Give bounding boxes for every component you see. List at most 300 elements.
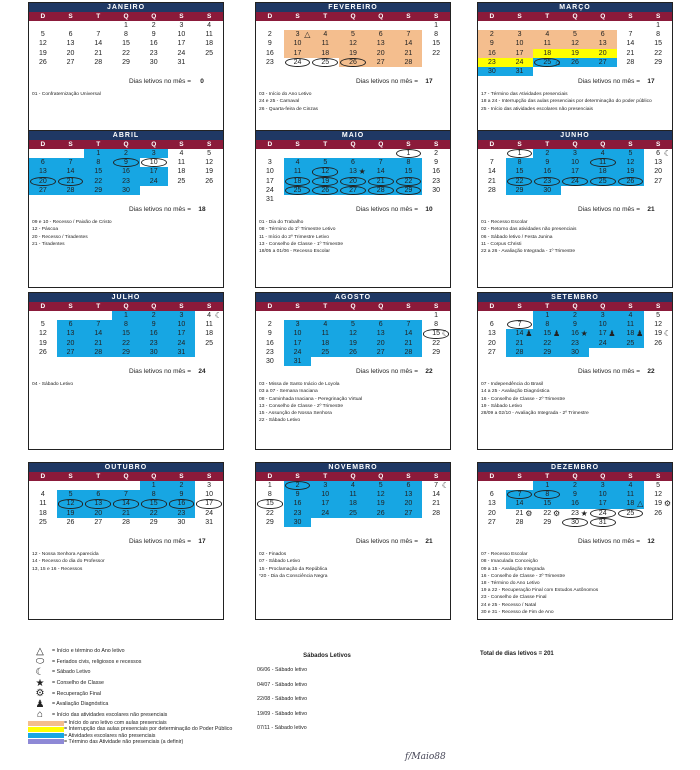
note-item: 04 - Sábado Letivo xyxy=(32,382,74,388)
day-cell: 14 xyxy=(626,40,635,48)
empty-cell xyxy=(561,21,589,30)
weekday-label: S xyxy=(295,141,300,148)
day-cell: 27 xyxy=(339,186,367,195)
day-cell: 11 xyxy=(533,39,561,48)
day-cell: 4 xyxy=(40,491,45,499)
legend-row xyxy=(28,688,268,699)
note-item: 26 - Quarta-feira de Cinzas xyxy=(259,106,318,112)
day-cell: 8 xyxy=(434,321,439,329)
day-cell: 24 xyxy=(506,58,534,67)
sabados-list xyxy=(257,663,397,736)
day-cell: 30 xyxy=(140,348,168,357)
day-cell: 5 xyxy=(656,482,661,489)
empty-cell xyxy=(168,357,196,366)
day-cell: 12 xyxy=(311,167,339,176)
day-cell: 23 xyxy=(140,339,168,348)
day-cell: 1 xyxy=(434,22,439,29)
empty-cell xyxy=(195,58,223,67)
note-item: 03 - Missa de Santo Inácio de Loyola xyxy=(259,382,340,388)
empty-cell xyxy=(644,527,672,536)
month-title: DEZEMBRO xyxy=(478,463,672,472)
weekday-label: D xyxy=(267,141,273,148)
day-cell: 26 xyxy=(38,348,47,356)
day-cell: 23 xyxy=(478,58,506,67)
weekday-header xyxy=(29,140,223,149)
note-item: 03 a 07 - Semana Inaciana xyxy=(259,389,318,395)
day-cell: 12 xyxy=(57,499,85,508)
event-icon: ☾ xyxy=(441,481,449,490)
day-cell: 8 xyxy=(395,158,423,167)
days-count-label: Dias letivos no mês = xyxy=(129,538,191,546)
day-cell: 22 xyxy=(654,49,663,57)
day-cell: 9 xyxy=(267,330,272,338)
day-cell: 16 xyxy=(533,167,561,176)
day-cell: 19 xyxy=(561,49,589,58)
weekday-label: Q xyxy=(123,473,129,480)
day-cell: 21 xyxy=(94,49,103,57)
empty-cell xyxy=(311,357,339,366)
empty-cell xyxy=(112,481,140,490)
day-cell: 19 xyxy=(205,168,214,176)
empty-cell xyxy=(256,527,284,536)
day-cell: 29 xyxy=(432,348,441,356)
note-item: 14 a 25 - Avaliação Diagnóstica xyxy=(481,389,550,395)
day-cell: 10 xyxy=(561,158,589,167)
empty-cell xyxy=(478,481,506,490)
empty-cell xyxy=(57,21,85,30)
note-item: 08 - Caminhada Inaciana - Peregrinação Virtual xyxy=(259,396,363,402)
empty-cell xyxy=(57,311,85,320)
month-setembro xyxy=(477,292,673,450)
day-cell: 12 xyxy=(561,39,589,48)
empty-cell xyxy=(339,311,367,320)
weekday-header xyxy=(478,140,672,149)
day-cell: 16 xyxy=(265,49,274,57)
event-icon: ⚙ xyxy=(663,499,671,509)
weekday-label: S xyxy=(656,13,661,20)
empty-cell xyxy=(29,195,57,204)
empty-cell xyxy=(195,357,223,366)
day-cell: 20 xyxy=(487,339,496,347)
day-cell: 15 xyxy=(533,499,561,508)
day-cell: 6 xyxy=(84,490,112,499)
day-cell: 26 xyxy=(617,177,645,186)
day-cell: 5 xyxy=(311,158,339,167)
day-cell: 11 xyxy=(311,39,339,48)
day-cell: 9 xyxy=(533,158,561,167)
event-icon: ☾ xyxy=(663,149,671,158)
day-cell: 1 xyxy=(533,481,561,490)
sabados-title: Sábados Letivos xyxy=(303,653,351,659)
empty-cell xyxy=(168,186,196,195)
empty-cell xyxy=(339,357,367,366)
note-item: 06 - Sábado letivo / Festa Junina xyxy=(481,234,553,240)
day-cell: 2 xyxy=(561,481,589,490)
day-cell: 10 xyxy=(168,320,196,329)
note-item: 14 - Recesso do dia do Professor xyxy=(32,559,105,565)
month-maio xyxy=(255,130,451,288)
day-cell: 24 xyxy=(177,49,186,57)
day-cell: 19 xyxy=(38,339,47,347)
day-cell: 12 xyxy=(617,158,645,167)
empty-cell xyxy=(561,186,589,195)
day-cell: 28 xyxy=(57,186,85,195)
empty-cell xyxy=(284,149,312,158)
note-item: 09 a 15 - Avaliação Integrada xyxy=(481,566,545,572)
empty-cell xyxy=(84,357,112,366)
day-cell: 18 xyxy=(38,509,47,517)
day-cell: 19 xyxy=(311,177,339,186)
day-cell: 14 xyxy=(367,167,395,176)
day-cell: 24 xyxy=(284,58,312,67)
empty-cell xyxy=(339,527,367,536)
day-cell: 23 xyxy=(149,49,158,57)
day-cell: 18 xyxy=(339,499,367,508)
empty-cell xyxy=(256,21,284,30)
day-cell: 14 xyxy=(395,329,423,338)
day-cell: 2 xyxy=(168,481,196,490)
note-item: 16 - Conselho de Classe - 3º Trimestre xyxy=(481,573,566,579)
day-cell: 30 xyxy=(533,186,561,195)
day-cell: 26 xyxy=(205,177,214,185)
days-count-value: 10 xyxy=(425,206,433,214)
day-cell: 2 xyxy=(478,30,506,39)
month-notes xyxy=(256,375,450,424)
event-icon: ♟ xyxy=(525,329,533,339)
empty-cell xyxy=(589,21,617,30)
day-cell: 31 xyxy=(506,67,534,76)
day-cell: 13 xyxy=(57,329,85,338)
day-cell: 1 xyxy=(434,312,439,319)
day-cell: 25 xyxy=(589,177,617,186)
day-cell: 30 xyxy=(561,518,589,527)
day-cell: 11 xyxy=(311,329,339,338)
days-count xyxy=(29,206,223,213)
weekday-header xyxy=(256,12,450,21)
legend-color-row xyxy=(28,726,268,732)
day-cell: 20 xyxy=(589,49,617,58)
day-cell: 8 xyxy=(112,320,140,329)
legend-text: = Conselho de Classe xyxy=(52,680,104,687)
days-count-label: Dias letivos no mês = xyxy=(129,206,191,214)
day-cell: 25 xyxy=(284,186,312,195)
day-cell: 9 xyxy=(284,490,312,499)
day-cell: 14 xyxy=(432,491,441,499)
event-icon: ☾ xyxy=(214,311,222,320)
gear-icon: ⚙ xyxy=(35,688,45,700)
day-grid xyxy=(256,149,450,204)
day-cell: 28 xyxy=(395,348,423,357)
days-count-value: 17 xyxy=(647,78,655,86)
day-cell: 20 xyxy=(84,509,112,518)
day-cell: 25 xyxy=(177,177,186,185)
day-cell: 5 xyxy=(656,312,661,319)
day-cell: 16 xyxy=(112,167,140,176)
day-cell: 6 xyxy=(339,158,367,167)
sabado-item: 04/07 - Sábado letivo xyxy=(257,681,308,688)
empty-cell xyxy=(256,311,284,320)
day-cell: 13 ★ xyxy=(339,167,367,176)
note-item: 25 - Início das atividades escolares não presenciais xyxy=(481,106,594,112)
legend-text: = Término das Atividade não presenciais (a definir) xyxy=(64,738,184,745)
empty-cell xyxy=(478,149,506,158)
note-item: 01 - Recesso Escolar xyxy=(481,220,528,226)
day-cell: 31 xyxy=(205,518,214,526)
day-cell: 31 xyxy=(284,357,312,366)
day-cell: 22 xyxy=(395,177,423,186)
day-cell: 27 xyxy=(367,58,395,67)
day-cell: 19 xyxy=(38,49,47,57)
day-cell: 11 xyxy=(205,31,213,39)
day-cell: 10 xyxy=(205,491,214,499)
empty-cell xyxy=(29,527,57,536)
event-icon: △ xyxy=(637,499,644,509)
day-cell: 28 xyxy=(487,186,496,194)
day-cell: 18 xyxy=(177,168,186,176)
day-grid xyxy=(478,311,672,366)
day-cell: 22 xyxy=(432,49,441,57)
day-cell: 26 xyxy=(654,509,663,517)
month-notes xyxy=(478,375,672,417)
day-cell: 8 xyxy=(267,491,272,499)
empty-cell xyxy=(367,149,395,158)
day-cell: 18 △ xyxy=(617,499,645,508)
weekday-label: Q xyxy=(350,473,356,480)
day-cell: 14 xyxy=(395,39,423,48)
empty-cell xyxy=(367,311,395,320)
day-cell: 6 xyxy=(489,491,494,499)
day-cell: 19 xyxy=(617,167,645,176)
day-cell: 7 xyxy=(84,320,112,329)
day-cell: 24 xyxy=(311,509,339,518)
day-cell: 26 xyxy=(654,339,663,347)
days-count-value: 22 xyxy=(425,368,433,376)
day-cell: 2 xyxy=(112,149,140,158)
moon-icon: ☾ xyxy=(35,666,45,678)
day-cell: 3 xyxy=(207,482,212,489)
note-item: 01 - Dia do Trabalho xyxy=(259,220,304,226)
day-cell: 29 xyxy=(395,186,423,195)
day-cell: 5 xyxy=(339,320,367,329)
day-cell: 13 xyxy=(487,330,496,338)
days-count-label: Dias letivos no mês = xyxy=(578,78,640,86)
day-cell: 17 xyxy=(140,167,168,176)
day-cell: 2 xyxy=(140,311,168,320)
note-item: 02 - Retorno das atividades não presenciais xyxy=(481,227,577,233)
day-cell: 29 xyxy=(543,518,552,526)
day-cell: 7 xyxy=(367,158,395,167)
day-cell: 30 xyxy=(177,518,186,526)
day-cell: 18 xyxy=(205,330,214,338)
day-cell: 10 xyxy=(177,31,186,39)
day-cell: 31 xyxy=(589,518,617,527)
month-junho xyxy=(477,130,673,288)
day-cell: 26 xyxy=(339,58,367,67)
day-cell: 23 xyxy=(533,177,561,186)
empty-cell xyxy=(311,195,339,204)
empty-cell xyxy=(112,195,140,204)
day-cell: 14 xyxy=(84,329,112,338)
month-notes xyxy=(29,213,223,248)
legend-row xyxy=(28,667,268,678)
days-count-value: 21 xyxy=(425,538,433,546)
sabado-item: 06/06 - Sábado letivo xyxy=(257,667,308,673)
weekday-label: Q xyxy=(600,473,606,480)
event-icon: ♟ xyxy=(552,329,561,339)
legend-text: = Sábado Letivo xyxy=(52,669,91,676)
total-days: Total de dias letivos = 201 xyxy=(480,651,554,657)
day-cell: 2 xyxy=(533,149,561,158)
days-count-value: 24 xyxy=(198,368,206,376)
day-cell: 11 xyxy=(177,159,186,167)
empty-cell xyxy=(367,518,395,527)
days-count xyxy=(29,368,223,375)
weekday-label: Q xyxy=(572,141,578,148)
legend-text: = Início do ano letivo com aulas presenciais xyxy=(64,720,167,727)
note-item: 18 - Término do Ano Letivo xyxy=(481,580,540,586)
empty-cell xyxy=(644,518,672,527)
weekday-label: Q xyxy=(350,141,356,148)
day-cell: 7 xyxy=(628,31,633,39)
house-icon: ⌂ xyxy=(36,709,44,721)
day-cell: 15 xyxy=(140,499,168,508)
empty-cell xyxy=(533,21,561,30)
day-cell: 20 xyxy=(339,177,367,186)
weekday-label: T xyxy=(96,473,101,480)
empty-cell xyxy=(168,67,196,76)
empty-cell xyxy=(644,67,672,76)
empty-cell xyxy=(29,21,57,30)
days-count-value: 17 xyxy=(198,538,206,546)
day-cell: 21 xyxy=(395,339,423,348)
day-cell: 13 xyxy=(66,40,75,48)
legend-color-row xyxy=(28,739,268,745)
day-cell: 12 xyxy=(38,40,47,48)
day-cell: 25 xyxy=(339,509,367,518)
weekday-label: S xyxy=(406,303,411,310)
day-cell: 22 xyxy=(432,339,441,347)
month-notes xyxy=(29,85,223,98)
day-cell: 17 xyxy=(177,40,186,48)
day-cell: 25 xyxy=(617,509,645,518)
day-cell: 7 xyxy=(395,30,423,39)
note-item: 08 - Imaculada Conceição xyxy=(481,559,538,565)
day-cell: 13 xyxy=(367,329,395,338)
day-cell: 25 ⌂ xyxy=(533,58,561,67)
empty-cell xyxy=(339,149,367,158)
day-cell: 9 xyxy=(112,158,140,167)
note-item: 24 e 25 - Carnaval xyxy=(259,99,300,105)
day-cell: 7 xyxy=(489,159,494,167)
day-cell: 15 ♟ xyxy=(533,329,561,338)
day-cell: 16 xyxy=(284,499,312,508)
day-cell: 21 xyxy=(506,339,534,348)
empty-cell xyxy=(617,348,645,357)
empty-cell xyxy=(311,311,339,320)
days-count xyxy=(256,368,450,375)
day-cell: 15 xyxy=(256,499,284,508)
day-cell: 5 xyxy=(367,481,395,490)
day-cell: 26 xyxy=(561,58,589,67)
empty-cell xyxy=(29,311,57,320)
empty-cell xyxy=(195,195,223,204)
day-cell: 12 xyxy=(654,321,663,329)
note-item: 12 - Páscoa xyxy=(32,227,59,233)
weekday-label: S xyxy=(434,473,439,480)
day-cell: 2 xyxy=(434,150,439,157)
note-item: 20 - Recesso / Tiradentes xyxy=(32,234,88,240)
day-cell: 1 xyxy=(656,22,661,29)
note-item: 19 - Sábado Letivo xyxy=(481,403,523,409)
weekday-label: S xyxy=(207,303,212,310)
days-count xyxy=(478,206,672,213)
empty-cell xyxy=(29,357,57,366)
day-cell: 9 xyxy=(434,159,439,167)
day-cell: 23 ★ xyxy=(571,508,588,518)
day-grid xyxy=(478,481,672,536)
empty-cell xyxy=(561,195,589,204)
day-cell: 1 xyxy=(267,482,272,489)
empty-cell xyxy=(395,195,423,204)
day-cell: 10 xyxy=(284,329,312,338)
day-cell: 16 xyxy=(432,168,441,176)
day-cell: 30 xyxy=(432,186,441,194)
day-cell: 9 xyxy=(478,39,506,48)
weekday-label: S xyxy=(68,13,73,20)
weekday-header xyxy=(256,140,450,149)
day-cell: 5 xyxy=(617,149,645,158)
month-notes xyxy=(29,375,223,388)
day-cell: 27 xyxy=(487,348,496,356)
empty-cell xyxy=(422,195,450,204)
day-cell: 18 ♟ xyxy=(617,329,645,338)
empty-cell xyxy=(112,67,140,76)
day-cell: 25 xyxy=(38,518,47,526)
day-cell: 16 xyxy=(561,499,589,508)
day-grid xyxy=(29,481,223,536)
sabado-item: 22/08 - Sábado letivo xyxy=(257,696,308,702)
day-cell: 12 xyxy=(367,490,395,499)
sabados-letivos xyxy=(257,653,397,736)
note-item: 13 - Conselho de Classe - 1º Trimestre xyxy=(259,241,344,247)
empty-cell xyxy=(140,186,168,195)
note-item: 07 - Sábado Letivo xyxy=(259,559,301,565)
day-cell: 7 ☾ xyxy=(434,481,449,490)
day-cell: 21 ⚙ xyxy=(515,508,533,518)
note-item: 15 - Proclamação da República xyxy=(259,566,328,572)
legend-text: = Recuperação Final xyxy=(52,690,102,697)
day-cell: 11 xyxy=(339,490,367,499)
day-cell: 27 xyxy=(94,518,103,526)
legend-text: = Interrupção das aulas presenciais por determinação do Poder Público xyxy=(64,726,233,733)
empty-cell xyxy=(284,527,312,536)
weekday-label: T xyxy=(96,141,101,148)
weekday-label: S xyxy=(406,473,411,480)
month-title: NOVEMBRO xyxy=(256,463,450,472)
day-cell: 29 xyxy=(506,186,534,195)
legend-row xyxy=(28,657,268,668)
weekday-label: T xyxy=(545,303,550,310)
day-cell: 3 xyxy=(284,320,312,329)
legend-text: = Atividades escolares não presenciais xyxy=(64,732,156,739)
empty-cell xyxy=(311,527,339,536)
day-cell: 28 xyxy=(367,186,395,195)
day-cell: 18 xyxy=(311,49,339,58)
event-icon: ⌂ xyxy=(555,57,561,67)
day-cell: 17 xyxy=(265,177,274,185)
note-item: 18/05 a 01/06 - Recesso Escolar xyxy=(259,248,330,254)
empty-cell xyxy=(589,67,617,76)
